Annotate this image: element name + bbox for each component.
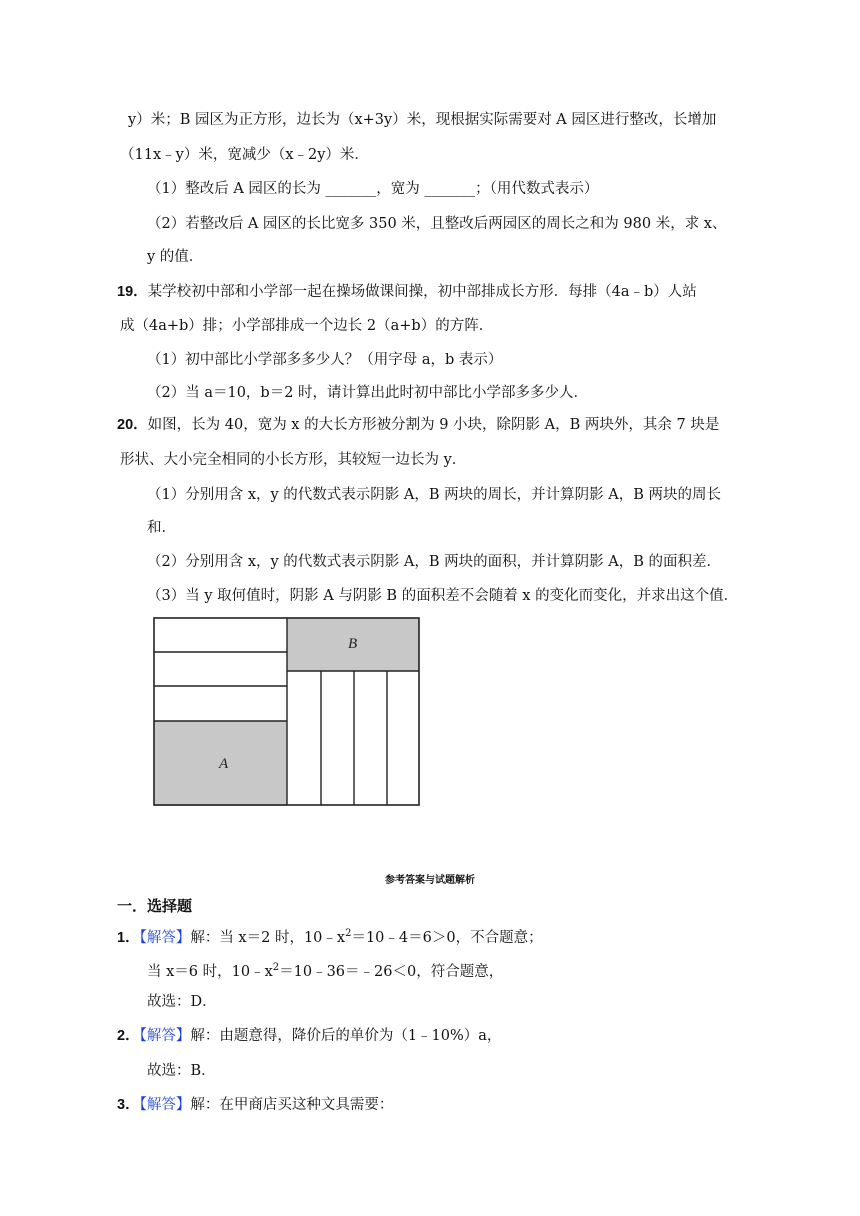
q20-text1: 如图，长为 40，宽为 x 的大长方形被分割为 9 小块，除阴影 A，B 两块外，其余 7 块是 <box>147 417 720 433</box>
q18-line1: y）米；B 园区为正方形，边长为（x+3y）米，现根据实际需要对 A 园区进行整改，长增加 <box>128 112 717 128</box>
answer-2-line2: 故选：B． <box>147 1063 216 1079</box>
q18-line2: （11x﹣y）米，宽减少（x﹣2y）米． <box>120 147 369 163</box>
q19-part1: （1）初中部比小学部多多少人？（用字母 a，b 表示） <box>147 352 503 368</box>
label-b: B <box>348 636 358 652</box>
answer-tag: 【解答】 <box>139 1028 191 1044</box>
rectangle-partition-figure <box>153 617 423 809</box>
answer-3-line1 <box>117 1095 393 1115</box>
answer-1-text-a: 解：当 x＝2 时，10﹣x <box>190 929 346 946</box>
q20-part1-line2: 和． <box>147 520 176 536</box>
answer-1-line1 <box>117 924 543 948</box>
q20-part1-line1: （1）分别用含 x，y 的代数式表示阴影 A，B 两块的周长，并计算阴影 A，B 两块的周长 <box>147 487 722 503</box>
answer-1-text-b: ＝10﹣4＝6＞0，不合题意； <box>351 929 543 946</box>
q19-line1 <box>117 282 697 302</box>
answer-tag: 【解答】 <box>139 1097 191 1113</box>
q20-line1 <box>117 415 719 435</box>
q19-part2: （2）当 a＝10，b＝2 时，请计算出此时初中部比小学部多多少人． <box>147 385 589 401</box>
answer-1-text-c: 当 x＝6 时，10﹣x <box>147 963 273 980</box>
q19-number: 19． <box>117 284 148 300</box>
q20-line2: 形状、大小完全相同的小长方形，其较短一边长为 y． <box>120 452 467 468</box>
superscript: 2 <box>272 962 280 973</box>
q20-part2: （2）分别用含 x，y 的代数式表示阴影 A，B 两块的面积，并计算阴影 A，B 的面积差． <box>147 554 722 570</box>
answer-3-number: 3． <box>117 1097 140 1113</box>
label-a: A <box>219 756 229 772</box>
q18-part2-line1: （2）若整改后 A 园区的长比宽多 350 米，且整改后两园区的周长之和为 980 米，求 x、 <box>147 216 727 232</box>
answer-2-number: 2． <box>117 1028 140 1044</box>
q19-text1: 某学校初中部和小学部一起在操场做课间操，初中部排成长方形．每排（4a﹣b）人站 <box>147 284 697 300</box>
answer-tag: 【解答】 <box>139 929 191 946</box>
q18-part2-line2: y 的值． <box>147 249 204 265</box>
answer-3-text: 解：在甲商店买这种文具需要： <box>190 1097 394 1113</box>
q19-line2: 成（4a+b）排；小学部排成一个边长 2（a+b）的方阵． <box>120 318 494 334</box>
section-heading: 一．选择题 <box>117 898 193 915</box>
answer-1-line2 <box>147 958 503 982</box>
answer-2-line1 <box>117 1026 501 1046</box>
answer-1-line3: 故选：D． <box>147 994 217 1010</box>
answer-2-text: 解：由题意得，降价后的单价为（1﹣10%）a， <box>190 1028 502 1044</box>
q20-part3: （3）当 y 取何值时，阴影 A 与阴影 B 的面积差不会随着 x 的变化而变化，并求出这个值． <box>147 588 739 604</box>
answer-1-text-d: ＝10﹣36＝﹣26＜0，符合题意， <box>279 963 504 980</box>
answers-title: 参考答案与试题解析 <box>385 875 475 886</box>
superscript: 2 <box>345 928 352 939</box>
answer-1-number: 1． <box>117 929 140 946</box>
q20-number: 20． <box>117 417 148 433</box>
q18-part1: （1）整改后 A 园区的长为 _______，宽为 _______；（用代数式表示） <box>147 181 599 197</box>
